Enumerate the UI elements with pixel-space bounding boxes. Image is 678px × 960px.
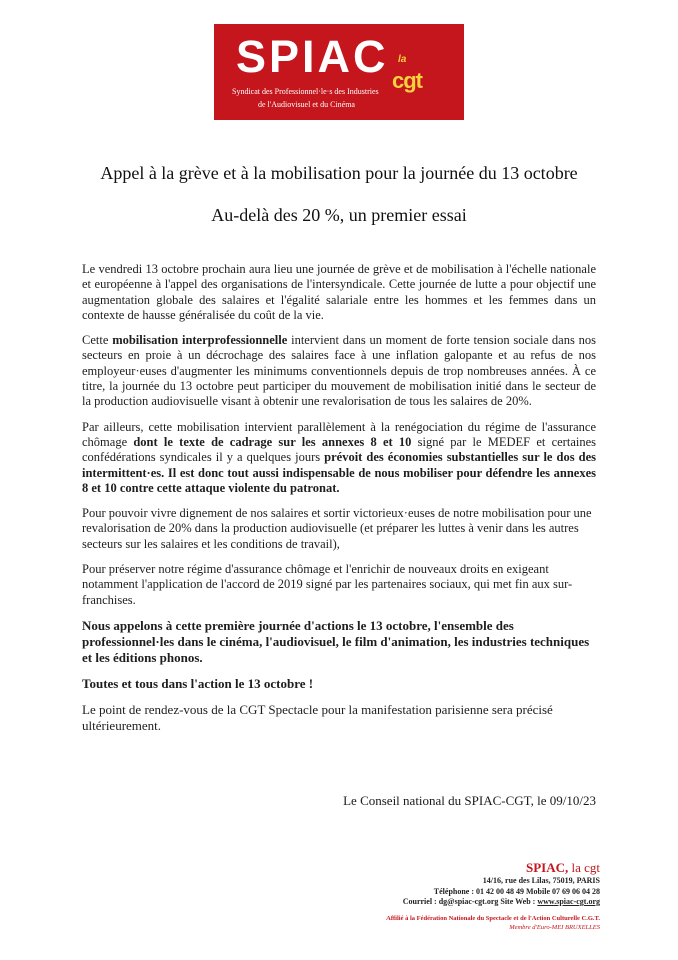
paragraph-2-c: intervient dans un moment de forte tension sociale dans nos secteurs en proie à un décrochage des salaires face à une inflation galopante et au refus de nos employeur·euses d'augmenter les minimums conventionnels depuis de trop nombreuses années. À ce titre, la journée du 13 octobre peut participer du mouvement de mobilisation initié dans le secteur de la production audiovisuelle visant à obtenir une revalorisation de tous les salaires de 20%. (82, 333, 597, 409)
logo-subtitle-line2: de l'Audiovisuel et du Cinéma (258, 100, 355, 109)
document-body (82, 262, 596, 744)
paragraph-2 (82, 333, 596, 409)
paragraph-3-bold-1: dont le texte de cadrage sur les annexes 8 et 10 (133, 434, 412, 449)
footer-address: 14/16, rue des Lilas, 75019, PARIS (482, 876, 600, 885)
signature: Le Conseil national du SPIAC-CGT, le 09/10/23 (343, 793, 596, 808)
footer-contact (386, 897, 600, 908)
paragraph-1: Le vendredi 13 octobre prochain aura lieu une journée de grève et de mobilisation à l'échelle nationale et européenne à l'appel des organisations de l'intersyndicale. Cette journée de lutte a pour objectif une augmentation globale des salaires et l'égalité salariale entre les hommes et les femmes dans un contexte de hausse généralisée du coût de la vie. (82, 262, 596, 322)
footer-web-link[interactable]: www.spiac-cgt.org (537, 897, 600, 906)
footer-brand-name: SPIAC, (525, 860, 569, 875)
page-subtitle: Au-delà des 20 %, un premier essai (211, 205, 467, 225)
paragraph-2-a: Cette (82, 333, 113, 348)
logo-la: la (398, 54, 407, 65)
paragraph-5: Pour préserver notre régime d'assurance chômage et l'enrichir de nouveaux droits en exigeant notamment l'application de l'accord de 2019 signé par les partenaires sociaux, qui met fin aux sur-franchises. (82, 562, 573, 607)
footer-member: Membre d'Euro-MEI BRUXELLES (509, 923, 600, 931)
logo-name: SPIAC (236, 31, 389, 82)
spiac-logo (214, 24, 464, 120)
paragraph-7: Toutes et tous dans l'action le 13 octobre ! (82, 675, 314, 691)
footer-mail-label: Courriel : (402, 897, 439, 906)
footer-web-label: Site Web : (498, 897, 538, 906)
footer-brand (386, 860, 600, 876)
logo-cgt: cgt (392, 68, 422, 93)
paragraph-6: Nous appelons à cette première journée d'actions le 13 octobre, l'ensemble des professionnel·les dans le cinéma, l'audiovisuel, le film d'animation, les industries techniques et les éditions phonos. (82, 617, 590, 665)
paragraph-4: Pour pouvoir vivre dignement de nos salaires et sortir victorieux·euses de notre mobilisation pour une revalorisation de 20% dans la production audiovisuelle (et préparer les luttes à venir dans les autres secteurs sur les salaires et les conditions de travail), (82, 506, 592, 551)
paragraph-3-bold-2: prévoit des économies substantielles sur le dos des intermittent·es. Il est donc tout aussi indispensable de nous mobiliser pour défendre les annexes 8 et 10 contre cette attaque violente du patronat. (82, 450, 597, 495)
paragraph-2-bold: mobilisation interprofessionnelle (112, 333, 288, 348)
footer-affiliation: Affilié à la Fédération Nationale du Spectacle et de l'Action Culturelle C.G.T. (386, 914, 600, 922)
paragraph-3-a: Par ailleurs, cette mobilisation intervient parallèlement à la renégociation du régime de l'assurance chômage (82, 419, 596, 449)
footer-mail[interactable]: dg@spiac-cgt.org (438, 897, 499, 906)
footer-phone: Téléphone : 01 42 00 48 49 Mobile 07 69 06 04 28 (433, 886, 600, 896)
footer (386, 860, 600, 932)
paragraph-8: Le point de rendez-vous de la CGT Spectacle pour la manifestation parisienne sera précisé ultérieurement. (82, 701, 553, 733)
logo-subtitle-line1: Syndicat des Professionnel·le·s des Industries (232, 87, 379, 96)
paragraph-3 (82, 420, 596, 496)
footer-brand-la: la cgt (568, 860, 600, 875)
paragraph-3-c: signé par le MEDEF et certaines confédérations syndicales il y a quelques jours (82, 434, 596, 465)
page-title: Appel à la grève et à la mobilisation pour la journée du 13 octobre (100, 163, 578, 183)
